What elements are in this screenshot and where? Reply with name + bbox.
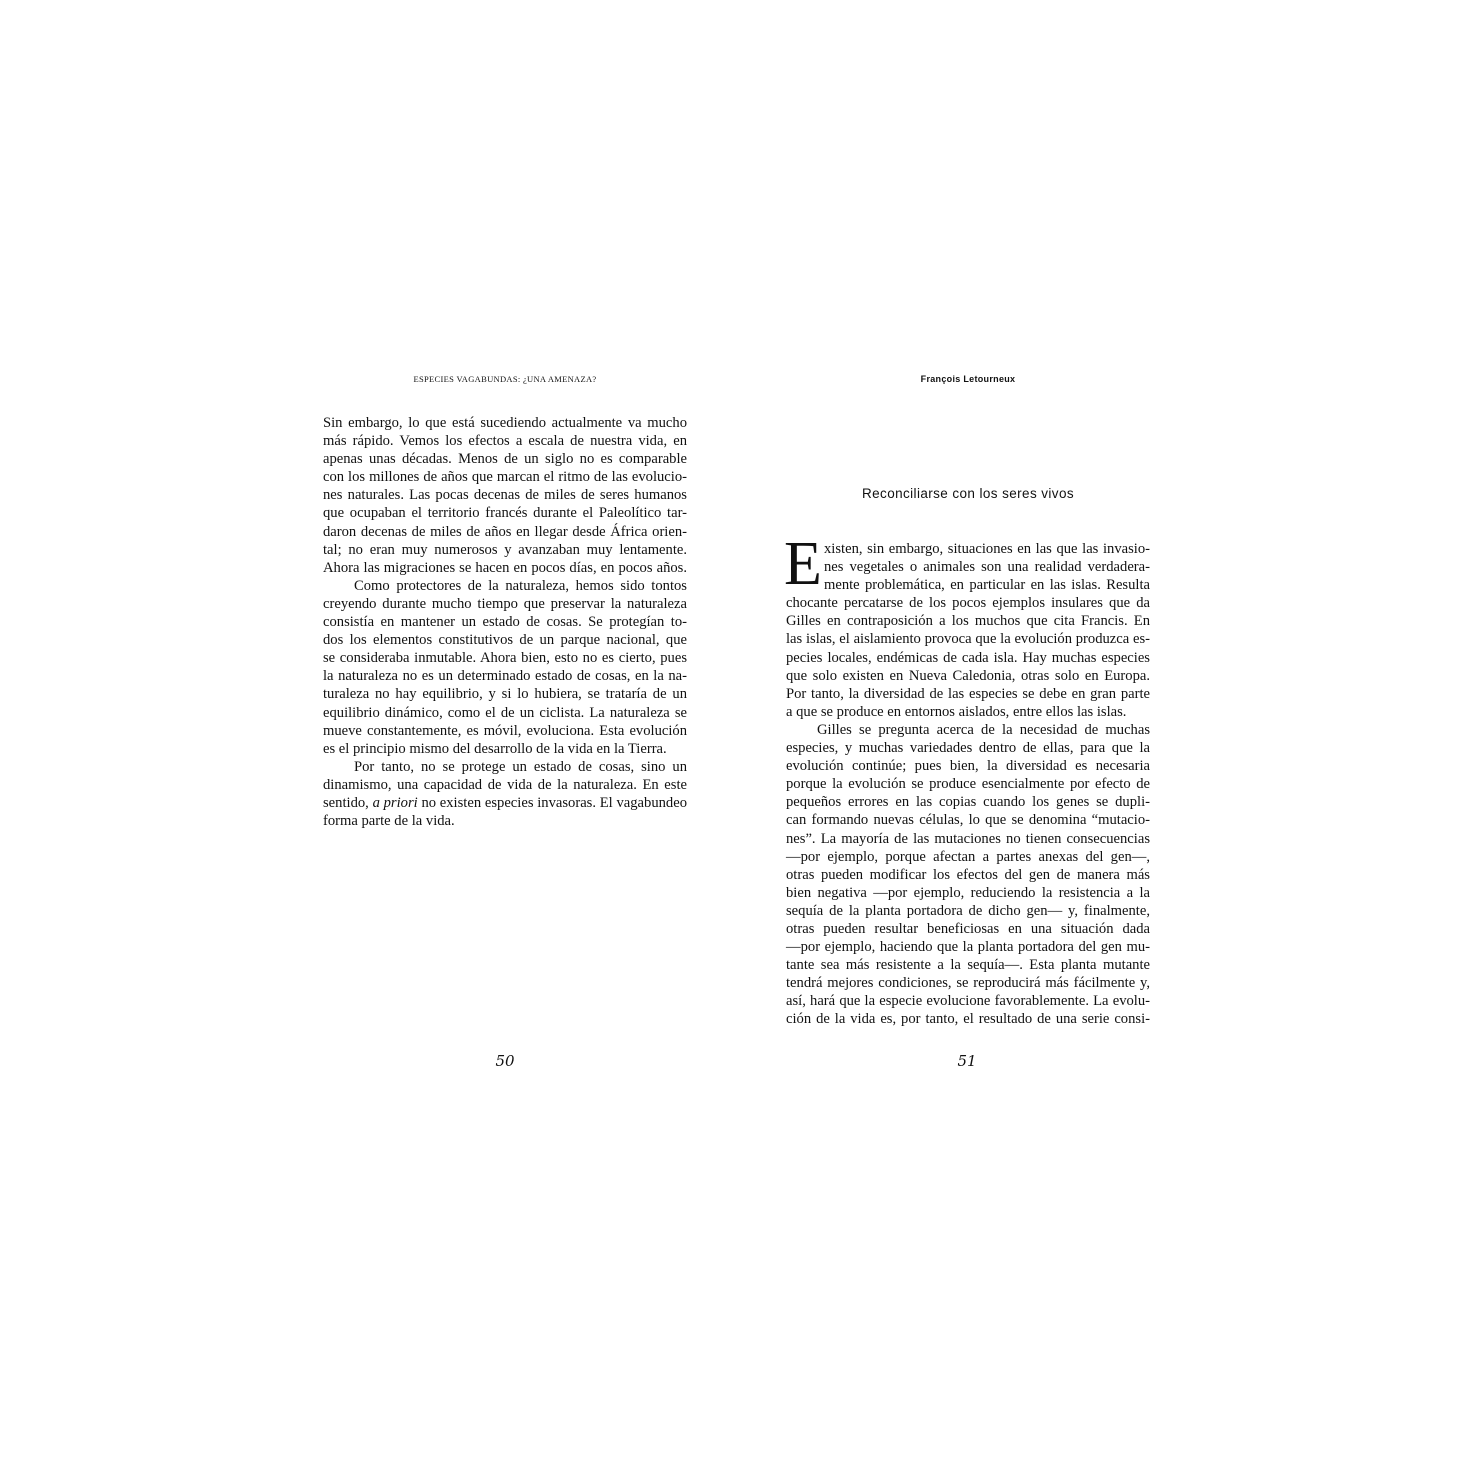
text-line: chocante percatarse de los pocos ejemplos insulares que da: [786, 595, 1150, 612]
text-line: Gilles se pregunta acerca de la necesidad de muchas: [817, 721, 1150, 738]
text-line: otras pueden resultar beneficiosas en una situación dada: [786, 920, 1150, 937]
text-line: así, hará que la especie evolucione favorablemente. La evolu-: [786, 993, 1150, 1010]
text-line: la naturaleza no es un determinado estado de cosas, en la na-: [323, 668, 687, 685]
text-line: xisten, sin embargo, situaciones en las que las invasio-: [824, 541, 1150, 557]
right-page: [736, 0, 1472, 1472]
text-line: es el principio mismo del desarrollo de la vida en la Tierra.: [323, 740, 667, 757]
text-line: con los millones de años que marcan el ritmo de las evolucio-: [323, 469, 687, 486]
text-line: a que se produce en entornos aislados, entre ellos las islas.: [786, 703, 1127, 720]
running-head-left: ESPECIES VAGABUNDAS: ¿UNA AMENAZA?: [413, 374, 597, 384]
text-line: las islas, el aislamiento provoca que la evolución produzca es-: [786, 631, 1150, 648]
text-line: daron decenas de miles de años en llegar desde África orien-: [323, 523, 687, 540]
text-line: otras pueden modificar los efectos del gen de manera más: [786, 866, 1150, 883]
left-page-text: [323, 414, 687, 830]
text-line: mente problemática, en particular en las islas. Resulta: [824, 577, 1150, 594]
text-line: creyendo durante mucho tiempo que preservar la naturaleza: [323, 595, 687, 612]
text-line: Ahora las migraciones se hacen en pocos días, en pocos años.: [323, 559, 687, 576]
text-line: —por ejemplo, haciendo que la planta portadora del gen mu-: [786, 939, 1150, 956]
text-line: —por ejemplo, porque afectan a partes anexas del gen—,: [786, 848, 1150, 865]
text-line: evolución continúe; pues bien, la diversidad es necesaria: [786, 758, 1150, 775]
text-line: se consideraba inmutable. Ahora bien, esto no es cierto, pues: [323, 650, 687, 667]
text-line: Como protectores de la naturaleza, hemos sido tontos: [354, 577, 687, 594]
text-line: Por tanto, no se protege un estado de cosas, sino un: [354, 758, 687, 775]
text-line: tendrá mejores condiciones, se reproducirá más fácilmente y,: [786, 975, 1150, 992]
italic-line-before: sentido,: [323, 794, 373, 811]
text-line: apenas unas décadas. Menos de un siglo no es comparable: [323, 451, 687, 468]
text-line: ción de la vida es, por tanto, el resultado de una serie consi-: [786, 1011, 1150, 1028]
text-line: nes naturales. Las pocas decenas de miles de seres humanos: [323, 487, 687, 504]
text-line: que solo existen en Nueva Caledonia, otras solo en Europa.: [786, 667, 1150, 684]
section-title: Reconciliarse con los seres vivos: [861, 486, 1075, 501]
text-line: forma parte de la vida.: [323, 813, 455, 830]
text-line: dos los elementos constitutivos de un parque nacional, que: [323, 632, 687, 649]
text-line: sequía de la planta portadora de dicho gen— y, finalmente,: [786, 902, 1150, 919]
running-head-right: François Letourneux: [920, 374, 1016, 384]
text-line: que ocupaban el territorio francés durante el Paleolítico tar-: [323, 505, 687, 522]
text-line: especies, y muchas variedades dentro de ellas, para que la: [786, 740, 1150, 757]
text-line: tante sea más resistente a la sequía—. Esta planta mutante: [786, 957, 1150, 974]
right-page-text: [784, 530, 1150, 1029]
text-line: can formando nuevas células, lo que se denomina “mutacio-: [786, 812, 1150, 829]
text-line: Por tanto, la diversidad de las especies se debe en gran parte: [786, 685, 1150, 702]
text-line: mueve constantemente, es móvil, evoluciona. Esta evolución: [323, 722, 687, 739]
text-line: Gilles en contraposición a los muchos que cita Francis. En: [786, 613, 1150, 630]
text-line: equilibrio dinámico, como el de un ciclista. La naturaleza se: [323, 704, 687, 721]
text-line: bien negativa —por ejemplo, reduciendo la resistencia a la: [786, 884, 1150, 901]
text-line: nes vegetales o animales son una realidad verdadera-: [824, 559, 1150, 576]
text-line: dinamismo, una capacidad de vida de la naturaleza. En este: [323, 776, 687, 793]
italic-phrase: a priori: [372, 794, 418, 811]
text-line: pequeños errores en las copias cuando los genes se dupli-: [786, 794, 1150, 811]
text-line: pecies locales, endémicas de cada isla. Hay muchas especies: [786, 649, 1150, 666]
italic-line-after: no existen especies invasoras. El vagabundeo: [417, 794, 687, 811]
text-line-with-italic: [323, 794, 687, 812]
text-line: tal; no eran muy numerosos y avanzaban muy lentamente.: [323, 541, 687, 558]
page-number-left: 50: [495, 1052, 515, 1070]
text-line: nes”. La mayoría de las mutaciones no tienen consecuencias: [786, 830, 1150, 847]
text-line: porque la evolución se produce esencialmente por efecto de: [786, 776, 1150, 793]
text-line: consistía en mantener un estado de cosas. Se protegían to-: [323, 614, 687, 631]
text-line: Sin embargo, lo que está sucediendo actualmente va mucho: [323, 415, 687, 431]
page-number-right: 51: [957, 1052, 977, 1070]
drop-cap: E: [784, 530, 822, 598]
text-line: más rápido. Vemos los efectos a escala de nuestra vida, en: [323, 433, 687, 450]
text-line: turaleza no hay equilibrio, y si lo hubiera, se trataría de un: [323, 686, 687, 703]
